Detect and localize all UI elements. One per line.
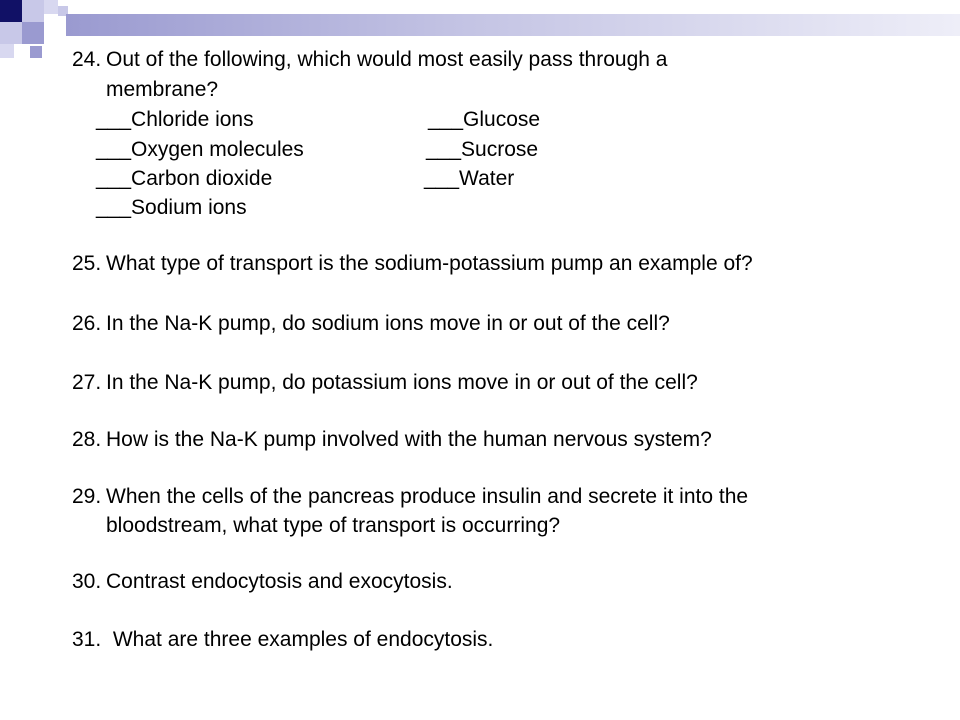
question-number: 26. — [72, 312, 102, 335]
question-text: Contrast endocytosis and exocytosis. — [106, 570, 453, 593]
question-number: 30. — [72, 570, 102, 593]
option-water: ___Water — [424, 167, 515, 190]
question-text: Out of the following, which would most easily pass through a — [106, 48, 668, 71]
question-text: What type of transport is the sodium-potassium pump an example of? — [106, 252, 753, 275]
question-text: bloodstream, what type of transport is occurring? — [106, 514, 561, 537]
option-glucose: ___Glucose — [428, 108, 541, 131]
question-number: 29. — [72, 485, 102, 508]
option-carbon-dioxide: ___Carbon dioxide — [96, 167, 273, 190]
question-number: 24. — [72, 48, 102, 71]
option-sucrose: ___Sucrose — [426, 138, 539, 161]
question-text: In the Na-K pump, do sodium ions move in or out of the cell? — [106, 312, 670, 335]
question-text: When the cells of the pancreas produce insulin and secrete it into the — [106, 485, 749, 508]
question-text: How is the Na-K pump involved with the human nervous system? — [106, 428, 712, 451]
option-chloride-ions: ___Chloride ions — [96, 108, 254, 131]
question-text: membrane? — [106, 78, 219, 101]
option-oxygen-molecules: ___Oxygen molecules — [96, 138, 304, 161]
option-sodium-ions: ___Sodium ions — [96, 196, 247, 219]
question-31: 31. What are three examples of endocytosis. — [72, 628, 494, 651]
question-text: In the Na-K pump, do potassium ions move in or out of the cell? — [106, 371, 698, 394]
question-number: 28. — [72, 428, 102, 451]
question-number: 27. — [72, 371, 102, 394]
question-number: 25. — [72, 252, 102, 275]
